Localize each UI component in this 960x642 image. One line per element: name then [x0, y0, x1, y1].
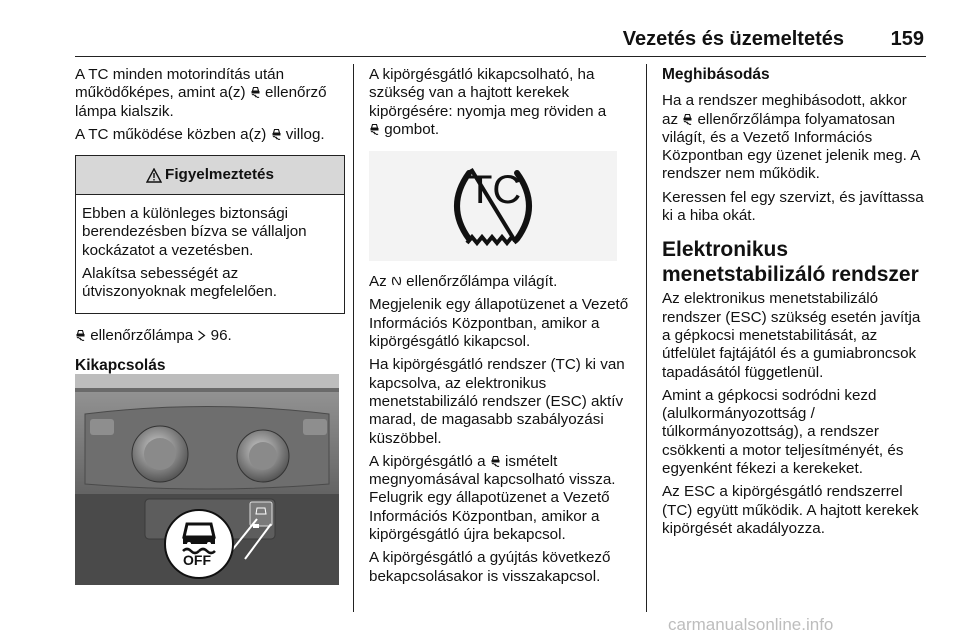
- skid-warning-icon: [682, 113, 693, 125]
- paragraph-reactivate: A kipörgésgátló a ismételt megnyomásával kapcsolható vissza. Felugrik egy állapotüzenet a Vezető Információs Központban, amikor a kipörgésgátló újra bekapcsol.: [369, 452, 616, 544]
- tc-off-symbol: [369, 151, 617, 261]
- paragraph-tc-active: A TC működése közben a(z) villog.: [75, 125, 325, 143]
- paragraph-esc-remains: Ha kipörgésgátló rendszer (TC) ki van kapcsolva, az elektronikus menetstabilizáló rendszer (ESC) aktív marad, de magasabb szabályozási küszöbbel.: [369, 356, 625, 447]
- paragraph-ignition-reset: A kipörgésgátló a gyújtás következő bekapcsolásakor is visszakapcsol.: [369, 549, 611, 585]
- warning-text-2: Alakítsa sebességét az útviszonyoknak megfelelően.: [82, 265, 278, 301]
- page-number: 159: [890, 28, 924, 50]
- warning-text-1: Ebben a különleges biztonsági berendezésben bízva se vállaljon kockázatot a vezetésben.: [82, 205, 307, 259]
- console-button-photo: [75, 374, 339, 585]
- off-button-label: OFF: [183, 552, 211, 568]
- paragraph-tc-after-start: A TC minden motorindítás után működőképes, amint a(z) ellenőrző lámpa kialszik.: [75, 66, 327, 120]
- column-1: [75, 66, 345, 387]
- skid-warning-icon: [75, 329, 86, 341]
- skid-warning-icon: [369, 123, 380, 135]
- warning-body: [76, 195, 344, 312]
- column-3: [662, 66, 926, 543]
- section-heading-esc: Elektronikus menetstabilizáló rendszer: [662, 238, 919, 287]
- paragraph-lamp-reference: ellenőrzőlámpa 96.: [75, 327, 345, 345]
- paragraph-service: Keressen fel egy szervizt, és javíttassa ki a hiba okát.: [662, 188, 924, 225]
- paragraph-tc-disable: A kipörgésgátló kikapcsolható, ha szükség van a hajtott kerekek kipörgésére: nyomja meg röviden a gombot.: [369, 66, 607, 138]
- section-heading-meghibasodas: Meghibásodás: [662, 66, 770, 83]
- paragraph-malfunction: Ha a rendszer meghibásodott, akkor az ellenőrzőlámpa folyamatosan világít, és a Vezető Információs Központban egy üzenet jelenik meg. A rendszer nem működik.: [662, 92, 920, 183]
- section-heading-kikapcsolas: Kikapcsolás: [75, 356, 166, 374]
- paragraph-esc-intro: Az elektronikus menetstabilizáló rendszer (ESC) szükség esetén javítja a gépkocsi menetstabilitását, az útfelület fajtájától és a gumiabroncsok tapadásától függetlenül.: [662, 290, 921, 381]
- paragraph-lamp-lit: Az ellenőrzőlámpa világít.: [369, 273, 558, 291]
- tc-off-icon: [391, 275, 402, 287]
- skid-warning-icon: [490, 455, 501, 467]
- warning-box: [75, 155, 345, 313]
- page-header: [75, 22, 926, 57]
- warning-header: [76, 156, 344, 195]
- column-divider-2: [646, 64, 647, 612]
- paragraph-esc-action: Amint a gépkocsi sodródni kezd (alulkormányozottság / túlkormányozottság), a rendszer csökkenti a motor teljesítményét, és egyenként fékezi a kerekeket.: [662, 386, 904, 478]
- paragraph-status-message: Megjelenik egy állapotüzenet a Vezető Információs Központban, amikor a kipörgésgátló kikapcsol.: [369, 296, 629, 351]
- skid-warning-icon: [271, 128, 282, 140]
- page-title: Vezetés és üzemeltetés: [622, 28, 844, 50]
- skid-warning-icon: [250, 86, 261, 98]
- column-divider-1: [353, 64, 354, 612]
- warning-triangle-icon: [146, 168, 162, 183]
- warning-title: Figyelmeztetés: [165, 166, 274, 184]
- tc-symbol-letters: TC: [468, 168, 522, 213]
- paragraph-esc-tc: Az ESC a kipörgésgátló rendszerrel (TC) együtt működik. A hajtott kerekek kipörgését akadályozza.: [662, 483, 919, 537]
- watermark-text: carmanualsonline.info: [668, 615, 834, 634]
- column-2: [369, 66, 639, 591]
